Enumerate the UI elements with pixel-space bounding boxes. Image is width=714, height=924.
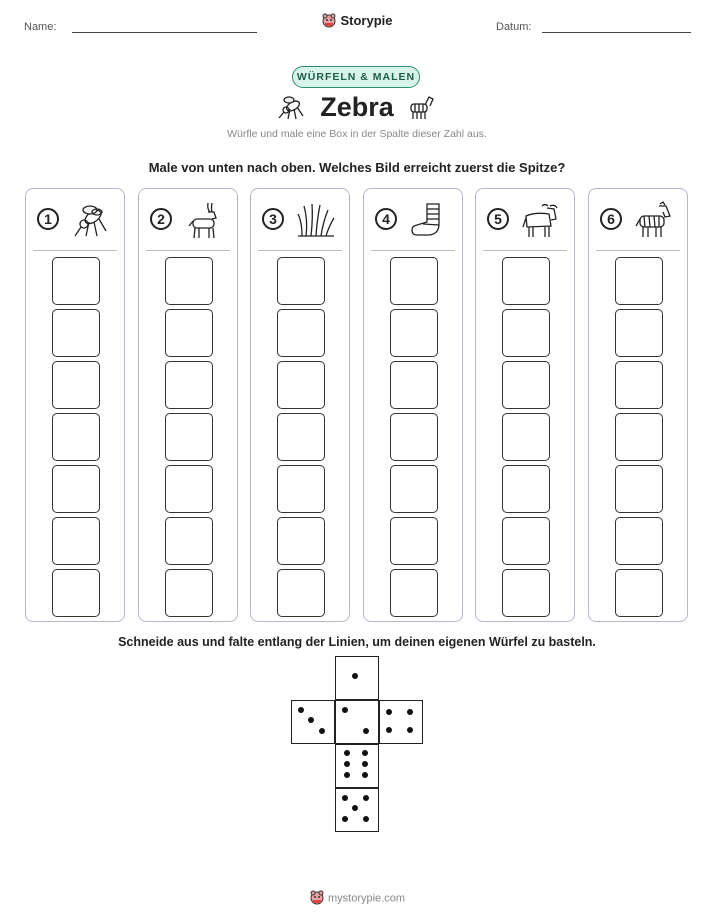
color-box[interactable] xyxy=(277,361,325,409)
color-box[interactable] xyxy=(502,413,550,461)
storypie-logo-icon xyxy=(321,12,337,31)
pip xyxy=(342,816,348,822)
column-divider xyxy=(258,250,342,251)
column-4 xyxy=(363,188,463,622)
color-box[interactable] xyxy=(502,517,550,565)
dice-face-one xyxy=(335,656,379,700)
column-divider xyxy=(596,250,680,251)
color-box[interactable] xyxy=(615,517,663,565)
column-divider xyxy=(483,250,567,251)
color-box[interactable] xyxy=(390,413,438,461)
column-number: 6 xyxy=(600,208,622,230)
color-box[interactable] xyxy=(615,257,663,305)
color-box[interactable] xyxy=(165,309,213,357)
color-box[interactable] xyxy=(502,465,550,513)
zebra-icon xyxy=(634,200,674,245)
color-box[interactable] xyxy=(277,465,325,513)
footer xyxy=(0,889,714,908)
color-box[interactable] xyxy=(615,465,663,513)
pip xyxy=(352,805,358,811)
pip xyxy=(363,816,369,822)
column-divider xyxy=(371,250,455,251)
pip xyxy=(386,709,392,715)
color-box[interactable] xyxy=(390,517,438,565)
pip xyxy=(319,728,325,734)
color-box[interactable] xyxy=(502,361,550,409)
column-6 xyxy=(588,188,688,622)
pip xyxy=(407,709,413,715)
column-number: 1 xyxy=(37,208,59,230)
pip xyxy=(386,727,392,733)
activity-badge: WÜRFELN & MALEN xyxy=(292,66,420,88)
color-box[interactable] xyxy=(277,413,325,461)
color-box[interactable] xyxy=(615,413,663,461)
title-zebra-icon xyxy=(406,92,436,127)
pip xyxy=(407,727,413,733)
column-number: 5 xyxy=(487,208,509,230)
column-number: 2 xyxy=(150,208,172,230)
color-box[interactable] xyxy=(390,465,438,513)
grass-icon xyxy=(296,200,336,245)
column-divider xyxy=(146,250,230,251)
dice-face-four xyxy=(379,700,423,744)
name-line xyxy=(72,32,257,33)
column-5 xyxy=(475,188,575,622)
column-3 xyxy=(250,188,350,622)
pip xyxy=(352,673,358,679)
color-box[interactable] xyxy=(52,569,100,617)
brand-name: Storypie xyxy=(340,12,393,28)
pip xyxy=(342,795,348,801)
color-box[interactable] xyxy=(52,413,100,461)
column-number: 4 xyxy=(375,208,397,230)
color-box[interactable] xyxy=(615,569,663,617)
pip xyxy=(362,761,368,767)
footer-url[interactable]: mystorypie.com xyxy=(327,892,406,905)
color-box[interactable] xyxy=(390,257,438,305)
wildebeest-icon xyxy=(521,200,561,245)
color-box[interactable] xyxy=(502,569,550,617)
color-box[interactable] xyxy=(277,569,325,617)
pip xyxy=(362,750,368,756)
color-box[interactable] xyxy=(502,309,550,357)
column-2 xyxy=(138,188,238,622)
pip xyxy=(344,772,350,778)
column-1 xyxy=(25,188,125,622)
color-box[interactable] xyxy=(615,309,663,357)
color-box[interactable] xyxy=(390,569,438,617)
pip xyxy=(363,795,369,801)
color-box[interactable] xyxy=(502,257,550,305)
color-box[interactable] xyxy=(390,361,438,409)
color-box[interactable] xyxy=(277,517,325,565)
color-box[interactable] xyxy=(52,465,100,513)
dice-face-six xyxy=(335,744,379,788)
color-box[interactable] xyxy=(165,569,213,617)
pip xyxy=(342,707,348,713)
pip xyxy=(362,772,368,778)
mosquito-icon xyxy=(71,200,111,245)
pip xyxy=(344,761,350,767)
brand xyxy=(0,12,714,31)
date-label: Datum: xyxy=(496,21,532,33)
dice-face-three xyxy=(291,700,335,744)
color-box[interactable] xyxy=(615,361,663,409)
color-box[interactable] xyxy=(165,257,213,305)
instruction-text: Male von unten nach oben. Welches Bild erreicht zuerst die Spitze? xyxy=(148,160,566,175)
color-box[interactable] xyxy=(277,257,325,305)
pip xyxy=(344,750,350,756)
color-box[interactable] xyxy=(390,309,438,357)
color-box[interactable] xyxy=(52,361,100,409)
name-label: Name: xyxy=(24,21,57,33)
color-box[interactable] xyxy=(165,465,213,513)
pip xyxy=(298,707,304,713)
pip xyxy=(363,728,369,734)
pip xyxy=(308,717,314,723)
color-box[interactable] xyxy=(165,361,213,409)
page-title: Zebra xyxy=(320,92,394,122)
date-line xyxy=(542,32,691,33)
dice-face-two xyxy=(335,700,379,744)
page-subtitle: Würfle und male eine Box in der Spalte dieser Zahl aus. xyxy=(227,128,487,140)
color-box[interactable] xyxy=(165,517,213,565)
striped-sock-icon xyxy=(409,200,449,245)
color-box[interactable] xyxy=(277,309,325,357)
storypie-logo-icon xyxy=(309,889,325,908)
color-box[interactable] xyxy=(52,257,100,305)
gazelle-icon xyxy=(184,200,224,245)
color-box[interactable] xyxy=(165,413,213,461)
column-divider xyxy=(33,250,117,251)
color-box[interactable] xyxy=(52,309,100,357)
dice-face-five xyxy=(335,788,379,832)
column-number: 3 xyxy=(262,208,284,230)
cut-instruction: Schneide aus und falte entlang der Linien, um deinen eigenen Würfel zu basteln. xyxy=(118,635,596,649)
color-box[interactable] xyxy=(52,517,100,565)
